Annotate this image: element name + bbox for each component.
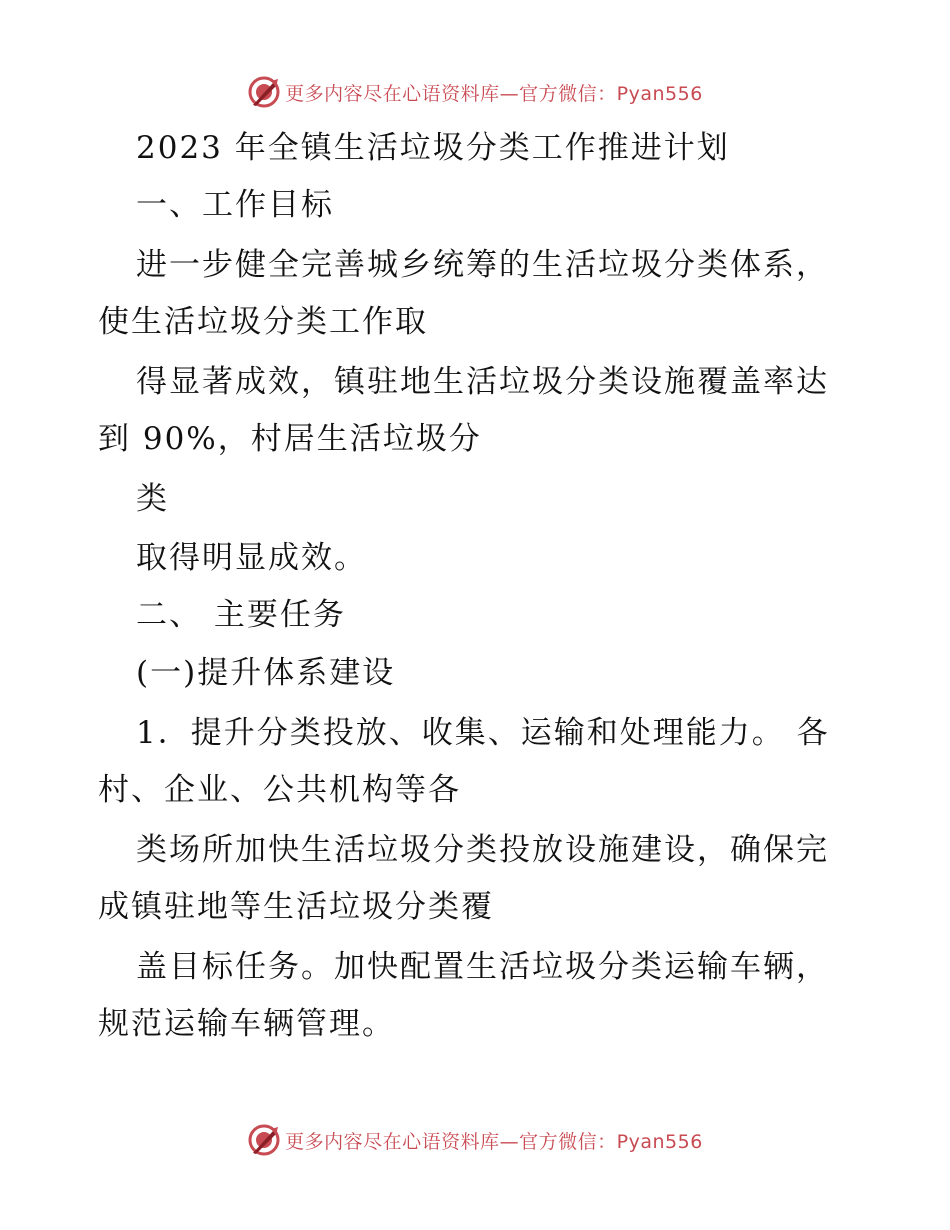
header-watermark — [0, 72, 950, 112]
paragraph-line: 1．提升分类投放、收集、运输和处理能力。 各 — [136, 715, 830, 751]
red-quill-logo-icon — [247, 1123, 281, 1157]
section-heading-tasks: 二、 主要任务 — [136, 597, 346, 633]
paragraph-line: 类 — [136, 481, 169, 517]
footer-watermark — [0, 1120, 950, 1160]
paragraph-line: 使生活垃圾分类工作取 — [98, 304, 428, 340]
paragraph-line: 进一步健全完善城乡统筹的生活垃圾分类体系， — [136, 247, 829, 283]
section-heading-goals: 一、工作目标 — [136, 187, 334, 223]
paragraph-line: 取得明显成效。 — [136, 540, 367, 576]
paragraph-line: 类场所加快生活垃圾分类投放设施建设，确保完 — [136, 832, 829, 868]
paragraph-line: 到 90%，村居生活垃圾分 — [98, 421, 482, 457]
watermark-text: 更多内容尽在心语资料库—官方微信：Pyan556 — [285, 1130, 703, 1153]
subsection-heading: (一)提升体系建设 — [136, 655, 396, 691]
watermark-text: 更多内容尽在心语资料库—官方微信：Pyan556 — [285, 82, 703, 105]
paragraph-line: 盖目标任务。加快配置生活垃圾分类运输车辆， — [136, 949, 829, 985]
paragraph-line: 规范运输车辆管理。 — [98, 1006, 395, 1042]
red-quill-logo-icon — [247, 75, 281, 109]
paragraph-line: 得显著成效，镇驻地生活垃圾分类设施覆盖率达 — [136, 364, 829, 400]
paragraph-line: 成镇驻地等生活垃圾分类覆 — [98, 889, 494, 925]
document-title: 2023 年全镇生活垃圾分类工作推进计划 — [136, 130, 730, 166]
paragraph-line: 村、企业、公共机构等各 — [98, 772, 461, 808]
